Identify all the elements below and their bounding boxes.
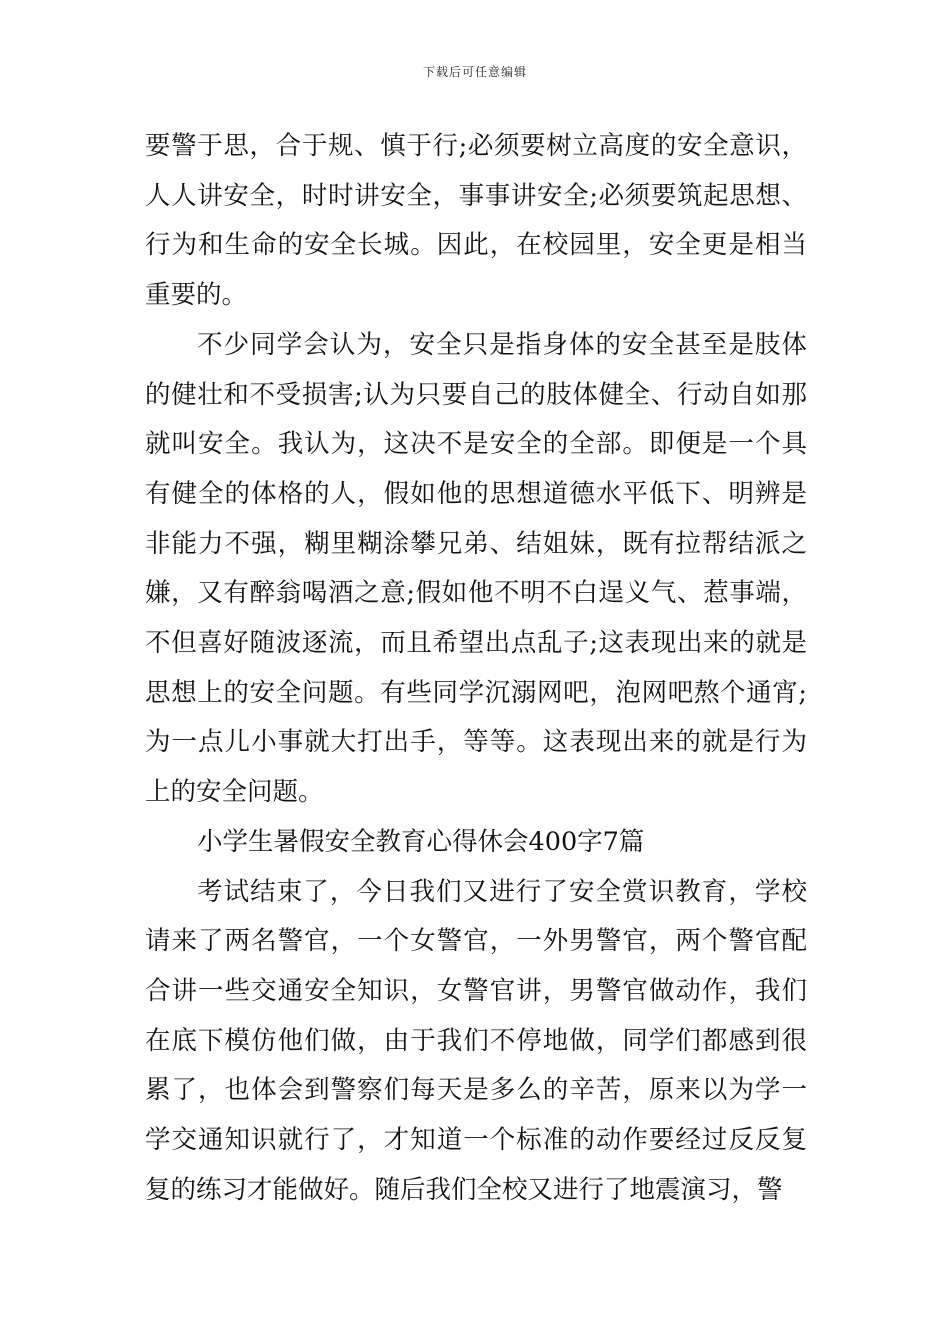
paragraph-1: 要警于思，合于规、慎于行;必须要树立高度的安全意识，人人讲安全，时时讲安全，事事讲安全;必须要筑起思想、行为和生命的安全长城。因此，在校园里，安全更是相当重要的。 [145,131,807,311]
paragraph-3: 考试结束了，今日我们又进行了安全赏识教育，学校请来了两名警官，一个女警官，一外男警官，两个警官配合讲一些交通安全知识，女警官讲，男警官做动作，我们在底下模仿他们做，由于我们不停地做，同学们都感到很累了，也体会到警察们每天是多么的辛苦，原来以为学一学交通知识就行了，才知道一个标准的动作要经过反反复复的练习才能做好。随后我们全校又进行了地震演习，警 [145,876,807,1205]
document-body [145,122,807,1215]
paragraph-2: 不少同学会认为，安全只是指身体的安全甚至是肢体的健壮和不受损害;认为只要自己的肢体健全、行动自如那就叫安全。我认为，这决不是安全的全部。即便是一个具有健全的体格的人，假如他的思想道德水平低下、明辨是非能力不强，糊里糊涂攀兄弟、结姐妹，既有拉帮结派之嫌，又有醉翁喝酒之意;假如他不明不白逞义气、惹事端，不但喜好随波逐流，而且希望出点乱子;这表现出来的就是思想上的安全问题。有些同学沉溺网吧，泡网吧熬个通宵;为一点儿小事就大打出手，等等。这表现出来的就是行为上的安全问题。 [145,329,807,808]
section-title: 小学生暑假安全教育心得休会400字7篇 [197,826,645,857]
page-header: 下载后可任意编辑 [422,65,527,79]
